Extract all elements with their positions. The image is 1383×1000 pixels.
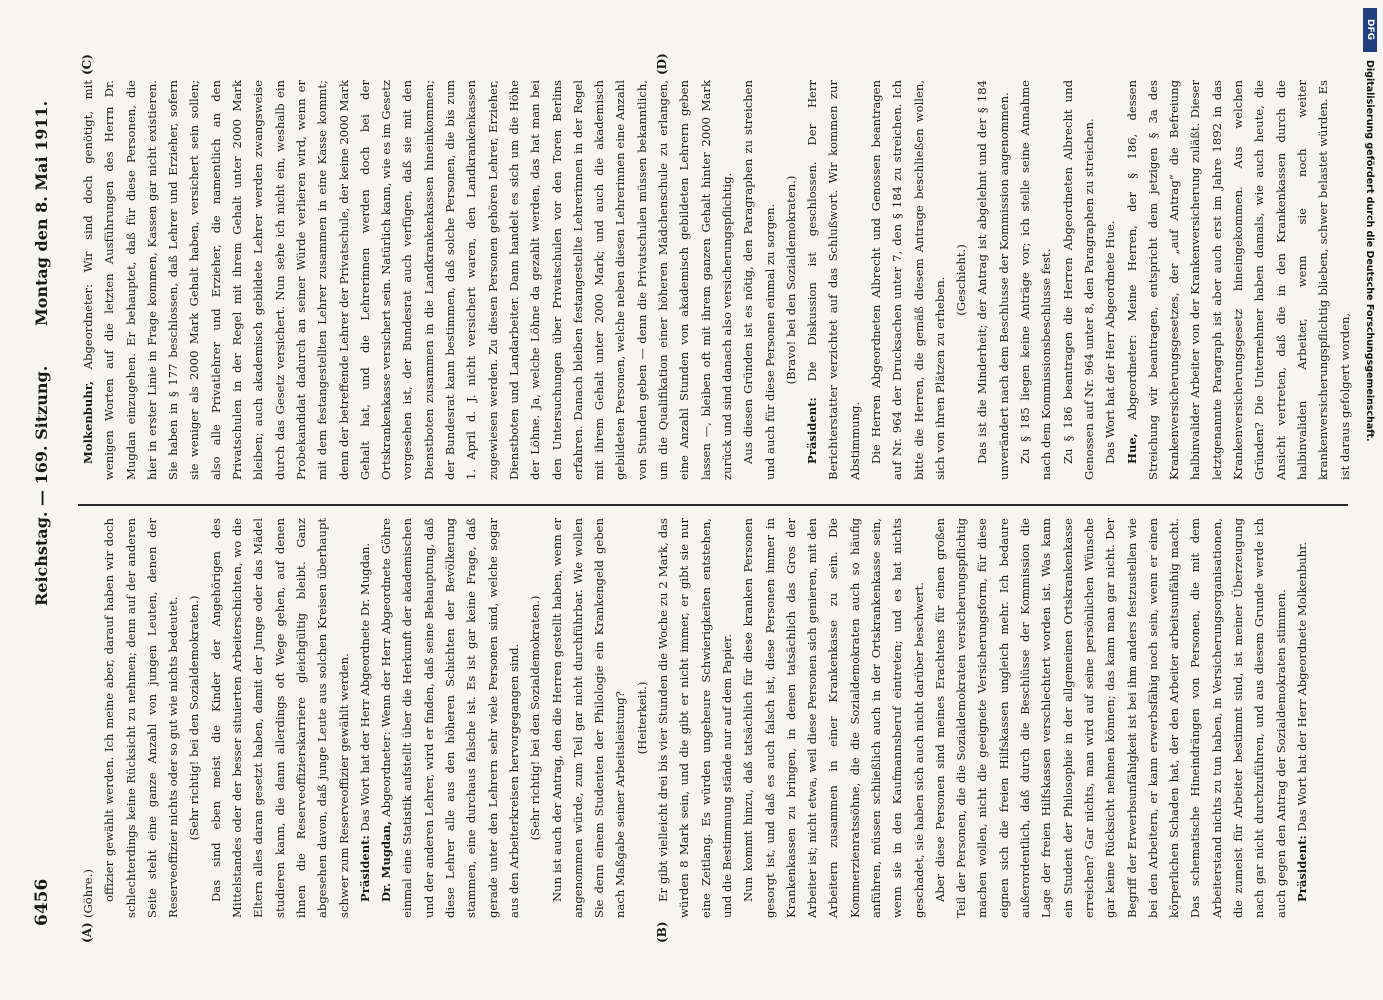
speaker-paragraph bbox=[802, 80, 866, 480]
interjection: (Sehr richtig! bei den Sozialdemokraten.) bbox=[528, 595, 543, 841]
margin-mark-b: (B) bbox=[655, 921, 669, 943]
margin-mark-a: (A) bbox=[80, 922, 94, 943]
body-paragraph: Das ist die Minderheit; der Antrag ist abgelehnt und der § 184 unverändert nach dem Beschlusse der Kommission angenommen. bbox=[975, 80, 1011, 480]
speaker-label: Präsident: bbox=[805, 397, 820, 464]
speaker-paragraph bbox=[376, 518, 525, 918]
speaker-label: Präsident: bbox=[1294, 835, 1309, 902]
body-paragraph: Aber diese Personen sind meines Erachtens für einen großen Teil der Personen, die die Sozialdemokraten versicherungspflichtig machen wollen, nicht die geeignete Versicherungsform, für diese eignen sich die freien Hilfskassen ungleich mehr. Ich bedaure außerordentlich, daß durch die Beschlüsse der Kommission die Lage der freien Hilfskassen verschlechtert worden ist. Was kann ein Student der Philosophie in der allgemeinen Ortskrankenkasse erreichen? Gar nichts, man wird auf seine persönlichen Wünsche gar keine Rücksicht nehmen können; das kann man gar nicht. Der Begriff der Erwerbsunfähigkeit ist bei ihm anders festzustellen wie bei den Arbeitern, er kann erwerbsfähig noch sein, wenn er einen körperlichen Schaden hat, der den Arbeiter arbeitsunfähig macht. Das schematische Hineindrängen von Personen, die mit dem Arbeiterstand nichts zu tun haben, in Versicherungsorganisationen, die zumeist für Arbeiter bestimmt sind, ist meiner Überzeugung nach gar nicht durchzuführen, und aus diesem Grunde werde ich auch gegen den Antrag der Sozialdemokraten stimmen. bbox=[932, 518, 1288, 918]
right-column bbox=[78, 79, 1352, 480]
speech-text: Abgeordneter: Wir sind doch genötigt, mit wenigen Worten auf die letzten Ausführungen des Herrn Dr. Mugdan einzugehen. Er behauptet, daß für diese Personen, die hier in erster Linie in Frage kommen, Kassen gar nicht existieren. Sie haben in § 177 beschlossen, daß Lehrer und Erzieher, sofern sie weniger als 2000 Mark Gehalt haben, versichert sein sollen; also alle Privatlehrer und Erzieher, die namentlich an den Privatschulen in der Regel mit ihrem Gehalt unter 2000 Mark bleiben; auch akademisch gebildete Lehrer werden zwangsweise durch das Gesetz versichert. Nun sehe ich nicht ein, weshalb ein Probekandidat dadurch an seiner Würde verlieren wird, wenn er mit dem festangestellten Lehrer zusammen in eine Kasse kommt; denn der betreffende Lehrer der Privatschule, der keine 2000 Mark Gehalt hat, und die Lehrerinnen werden doch bei der Ortskrankenkasse versichert sein. Natürlich kann, wie es im Gesetz vorgesehen ist, der Bundesrat auch verfügen, daß sie mit den Dienstboten zusammen in die Landkrankenkassen hineinkommen; der Bundesrat kann bestimmen, daß solche Personen, die bis zum 1. April d. J. nicht versichert waren, den Landkrankenkassen zugewiesen werden. Zu diesen Personen gehören Lehrer, Erzieher, Dienstboten und Landarbeiter. Dann handelt es sich um die Höhe der Löhne. Ja, welche Löhne da gezahlt werden, das hat man bei den Untersuchungen über Privatschulen vor den Toren Berlins erfahren. Danach bleiben festangestellte Lehrerinnen in der Regel mit ihrem Gehalt unter 2000 Mark; und auch die akademisch gebildeten Personen, welche neben diesen Lehrerinnen eine Anzahl von Stunden geben — denn die Privatschulen müssen bekanntlich, um die Qualifikation einer höheren Mädchenschule zu erlangen, eine Anzahl Stunden von akademisch gebildeten Lehrern geben lassen —, bleiben oft mit ihrem ganzen Gehalt hinter 2000 Mark zurück und sind danach also versicherungspflichtig. bbox=[81, 79, 734, 480]
speech-text: Das Wort hat der Herr Abgeordnete Molkenbuhr. bbox=[1294, 541, 1309, 832]
running-title-left: Reichstag. — 169. Sitzung. bbox=[32, 365, 51, 606]
body-paragraph: Zu § 185 liegen keine Anträge vor; ich stelle seine Annahme nach dem Kommissionsbeschlusse fest. bbox=[1018, 80, 1054, 480]
margin-mark-d: (D) bbox=[655, 53, 669, 75]
body-paragraph: Das Wort hat der Herr Abgeordnete Hue. bbox=[1103, 220, 1118, 464]
body-paragraph: Nun kommt hinzu, daß tatsächlich für diese kranken Personen gesorgt ist, und daß es auch falsch ist, diese Personen immer in Krankenkassen zu bringen, in denen tatsächlich das Gros der Arbeiter ist; nicht etwa, weil diese Personen sich genieren, mit den Arbeitern zusammen in einer Krankenkasse zu sein. Die Kommerzienratssöhne, die die Sozialdemokraten auch so häufig anführen, müssen schließlich auch in der Ortskrankenkasse sein, wenn sie in den Kaufmannsberuf eintreten; und es hat nichts geschadet, sie haben sich auch nicht darüber beschwert. bbox=[741, 518, 926, 918]
running-title-right: Montag den 8. Mai 1911. bbox=[32, 100, 51, 326]
digitization-imprint: Digitalisierung gefördert durch die Deutsche Forschungsgemeinschaft. bbox=[1364, 60, 1375, 442]
interjection: (Sehr richtig! bei den Sozialdemokraten.) bbox=[187, 595, 202, 841]
body-paragraph: Aus diesen Gründen ist es nötig, den Paragraphen zu streichen und auch für diese Personen einmal zu sorgen. bbox=[741, 80, 777, 480]
interjection: (Bravo! bei den Sozialdemokraten.) bbox=[783, 175, 798, 385]
dfg-logo: DFG bbox=[1363, 8, 1377, 52]
speaker-continuation: (Göhre.) bbox=[81, 869, 95, 918]
speaker-paragraph bbox=[1292, 518, 1313, 918]
column-divider bbox=[78, 504, 1348, 506]
speech-text: Abgeordneter: Wenn der Herr Abgeordnete Göhre einmal eine Statistik aufstellt über die Herkunft der akademischen und der anderen Lehrer, wird er finden, daß seine Behauptung, daß diese Lehrer alle aus den höheren Schichten der Bevölkerung stammen, eine durchaus falsche ist. Es ist gar keine Frage, daß gerade unter den Lehrern sehr viele Personen sind, welche sogar aus den Arbeiterkreisen hervorgegangen sind. bbox=[379, 517, 521, 918]
body-paragraph: Die Herren Abgeordneten Albrecht und Genossen beantragen auf Nr. 964 der Drucksachen unter 7, den § 184 zu streichen. Ich bitte die Herren, die gemäß diesem Antrage beschließen wollen, sich von ihren Plätzen zu erheben. bbox=[868, 80, 947, 480]
interjection: (Geschieht.) bbox=[954, 244, 969, 316]
speaker-label: Hue, bbox=[1124, 433, 1139, 464]
body-paragraph: Das sind eben meist die Kinder der Angehörigen des Mittelstandes oder der besser situierten Arbeiterschichten, wo die Eltern alles daran gesetzt haben, damit der Junge oder das Mädel studieren kann, die dann allerdings oft Wege gehen, auf denen ihnen die Reserveoffizierskarriere gleichgültig bleibt. Ganz abgesehen davon, daß junge Leute aus solchen Kreisen überhaupt schwer zum Reserveoffizier gewählt werden. bbox=[208, 518, 351, 918]
interjection: (Heiterkeit.) bbox=[634, 681, 649, 755]
body-paragraph: Nun ist auch der Antrag, den die Herren gestellt haben, wenn er angenommen würde, zum Teil gar nicht durchführbar. Wie wollen Sie denn einem Studenten der Philologie ein Krankengeld geben nach Maßgabe seiner Arbeitsleistung? bbox=[549, 518, 628, 918]
speaker-label: Molkenbuhr, bbox=[81, 380, 95, 464]
speech-text: Abgeordneter: Meine Herren, der § 186, dessen Streichung wir beantragen, entspricht dem jetzigen § 3a des Krankenversicherungsgesetzes, der „auf Antrag“ die Befreiung halbinvalider Arbeiter von der Krankenversicherung zuläßt. Dieser letztgenannte Paragraph ist aber auch erst im Jahre 1892 in das Krankenversicherungsgesetz hineingekommen. Aus welchen Gründen? Die Unternehmer haben damals, wie auch heute, die Ansicht vertreten, daß die in den Krankenkassen durch die halbinvaliden Arbeiter, wenn sie noch weiter krankenversicherungspflichtig blieben, schwer belastet würden. Es ist daraus gefolgert worden, bbox=[1124, 79, 1352, 480]
body-paragraph: Er gibt vielleicht drei bis vier Stunden die Woche zu 2 Mark, das würden 8 Mark sein, und die gibt er nicht immer, er gibt sie nur eine Zeitlang. Es würden ungeheure Schwierigkeiten entstehen, und die Bestimmung stände nur auf dem Papier. bbox=[656, 518, 734, 918]
speech-text: Das Wort hat der Herr Abgeordnete Dr. Mugdan. bbox=[357, 542, 372, 832]
left-column bbox=[78, 518, 1328, 918]
speaker-paragraph bbox=[78, 80, 738, 480]
margin-mark-c: (C) bbox=[80, 54, 94, 75]
speaker-label: Präsident: bbox=[357, 835, 372, 902]
speaker-paragraph bbox=[355, 518, 376, 918]
page-number: 6456 bbox=[32, 878, 52, 926]
body-paragraph: offizier gewählt werden. Ich meine aber, darauf haben wir doch schlechterdings keine Rücksicht zu nehmen; denn auf der anderen Seite steht eine ganze Anzahl von jungen Leuten, denen der Reserveoffizier nichts oder so gut wie nichts bedeutet. bbox=[102, 518, 181, 918]
speaker-label: Dr. Mugdan, bbox=[379, 820, 394, 902]
page-header bbox=[22, 60, 62, 936]
speech-text: Die Diskussion ist geschlossen. Der Herr Berichterstatter verzichtet auf das Schlußwort. Wir kommen zur Abstimmung. bbox=[805, 79, 862, 480]
speaker-paragraph bbox=[1122, 80, 1356, 480]
body-paragraph: Zu § 186 beantragen die Herren Abgeordneten Albrecht und Genossen auf Nr. 964 unter 8, den Paragraphen zu streichen. bbox=[1060, 80, 1096, 480]
